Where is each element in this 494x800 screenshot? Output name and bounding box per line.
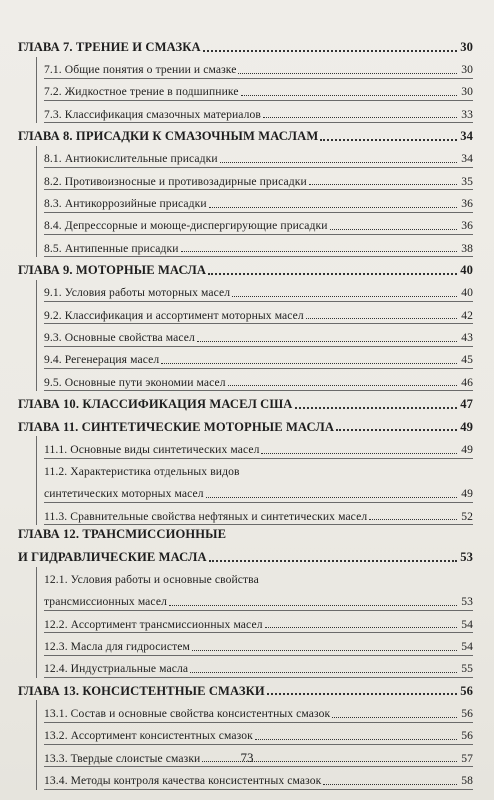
toc-section <box>18 723 473 745</box>
toc-section <box>18 459 473 481</box>
dot-leader <box>263 117 457 118</box>
toc-section-page-number: 54 <box>461 617 473 631</box>
toc-section-title: 13.1. Состав и основные свойства консистентных смазок <box>44 706 331 720</box>
toc-section <box>18 302 473 324</box>
dot-leader <box>181 251 457 252</box>
toc-section <box>18 611 473 633</box>
toc-section-title: 13.4. Методы контроля качества консистентных смазок <box>44 773 322 787</box>
toc-section <box>18 369 473 391</box>
table-of-contents <box>18 34 473 790</box>
toc-section-page-number: 57 <box>461 751 473 765</box>
dot-leader <box>197 341 457 342</box>
toc-chapter <box>18 257 473 280</box>
toc-section-page-number: 36 <box>461 197 473 211</box>
toc-section-page-number: 54 <box>461 639 473 653</box>
toc-section-title: 8.5. Антипенные присадки <box>44 241 179 255</box>
dot-leader <box>161 363 457 364</box>
dot-leader <box>232 296 457 297</box>
toc-section-title: трансмиссионных масел <box>44 595 167 609</box>
toc-chapter-title: ГЛАВА 12. ТРАНСМИССИОННЫЕ <box>18 527 227 542</box>
toc-section-title: 12.2. Ассортимент трансмиссионных масел <box>44 617 263 631</box>
toc-section <box>18 633 473 655</box>
toc-chapter-page-number: 47 <box>460 397 473 412</box>
dot-leader <box>332 717 457 718</box>
toc-section <box>18 146 473 168</box>
toc-section-page-number: 43 <box>461 331 473 345</box>
dot-leader <box>203 50 457 52</box>
toc-section-page-number: 53 <box>461 595 473 609</box>
toc-section-title: 9.3. Основные свойства масел <box>44 331 195 345</box>
dot-leader <box>238 73 457 74</box>
toc-section-title: 7.1. Общие понятия о трении и смазке <box>44 63 237 77</box>
toc-section <box>18 589 473 611</box>
toc-section <box>18 168 473 190</box>
toc-section-page-number: 38 <box>461 241 473 255</box>
toc-section-page-number: 56 <box>461 729 473 743</box>
toc-section-page-number: 30 <box>461 85 473 99</box>
toc-section <box>18 57 473 79</box>
toc-section-page-number: 40 <box>461 286 473 300</box>
dot-leader <box>309 184 457 185</box>
toc-section-page-number: 46 <box>461 375 473 389</box>
toc-section <box>18 101 473 123</box>
dot-leader <box>267 693 457 695</box>
toc-chapter <box>18 678 473 701</box>
toc-chapter-page-number: 49 <box>460 419 473 434</box>
dot-leader <box>323 784 457 785</box>
toc-section-title: 11.1. Основные виды синтетических масел <box>44 442 260 456</box>
toc-section-page-number: 34 <box>461 152 473 166</box>
dot-leader <box>169 605 457 606</box>
toc-section-title: 11.2. Характеристика отдельных видов <box>44 464 240 478</box>
dot-leader <box>220 162 457 163</box>
toc-section <box>18 656 473 678</box>
toc-chapter-page-number: 30 <box>460 39 473 54</box>
dot-leader <box>209 560 457 562</box>
toc-section-title: 7.2. Жидкостное трение в подшипнике <box>44 85 239 99</box>
toc-section <box>18 324 473 346</box>
toc-chapter <box>18 414 473 437</box>
toc-chapter-title: И ГИДРАВЛИЧЕСКИЕ МАСЛА <box>18 549 207 564</box>
toc-section-page-number: 49 <box>461 442 473 456</box>
toc-section-title: 12.3. Масла для гидросистем <box>44 639 190 653</box>
toc-section-title: 13.3. Твердые слоистые смазки <box>44 751 201 765</box>
toc-section-page-number: 58 <box>461 773 473 787</box>
toc-chapter <box>18 391 473 414</box>
toc-section-page-number: 42 <box>461 308 473 322</box>
toc-section <box>18 213 473 235</box>
dot-leader <box>369 519 457 520</box>
dot-leader <box>241 95 457 96</box>
toc-section <box>18 190 473 212</box>
toc-section-title: 8.3. Антикоррозийные присадки <box>44 197 207 211</box>
toc-section-page-number: 55 <box>461 662 473 676</box>
toc-section-title: 9.1. Условия работы моторных масел <box>44 286 231 300</box>
toc-section-page-number: 33 <box>461 107 473 121</box>
toc-chapter-title: ГЛАВА 13. КОНСИСТЕНТНЫЕ СМАЗКИ <box>18 683 265 698</box>
dot-leader <box>228 385 457 386</box>
dot-leader <box>330 229 457 230</box>
toc-chapter <box>18 123 473 146</box>
dot-leader <box>190 672 457 673</box>
toc-section-title: 12.4. Индустриальные масла <box>44 662 189 676</box>
toc-section-title: 11.3. Сравнительные свойства нефтяных и синтетических масел <box>44 509 368 523</box>
toc-section <box>18 567 473 589</box>
toc-chapter <box>18 34 473 57</box>
toc-section-title: 9.4. Регенерация масел <box>44 353 160 367</box>
toc-section-title: 8.4. Депрессорные и моюще-диспергирующие присадки <box>44 219 328 233</box>
toc-chapter <box>18 544 473 567</box>
toc-section-page-number: 45 <box>461 353 473 367</box>
toc-section-title: 8.1. Антиокислительные присадки <box>44 152 218 166</box>
toc-section <box>18 767 473 789</box>
toc-section-page-number: 30 <box>461 63 473 77</box>
toc-chapter-page-number: 53 <box>460 549 473 564</box>
toc-section <box>18 79 473 101</box>
toc-chapter-title: ГЛАВА 7. ТРЕНИЕ И СМАЗКА <box>18 39 201 54</box>
toc-section-title: 9.2. Классификация и ассортимент моторных масел <box>44 308 304 322</box>
page-number: 73 <box>240 750 254 765</box>
dot-leader <box>192 650 457 651</box>
toc-section <box>18 700 473 722</box>
dot-leader <box>295 407 457 409</box>
dot-leader <box>206 497 457 498</box>
toc-chapter-page-number: 34 <box>460 129 473 144</box>
toc-section <box>18 436 473 458</box>
dot-leader <box>265 627 457 628</box>
toc-section-page-number: 49 <box>461 487 473 501</box>
toc-section <box>18 235 473 257</box>
toc-section-page-number: 35 <box>461 174 473 188</box>
toc-chapter-title: ГЛАВА 9. МОТОРНЫЕ МАСЛА <box>18 263 207 278</box>
dot-leader <box>261 453 457 454</box>
toc-section <box>18 280 473 302</box>
toc-section-page-number: 52 <box>461 509 473 523</box>
toc-section-title: 9.5. Основные пути экономии масел <box>44 375 226 389</box>
toc-chapter-title: ГЛАВА 10. КЛАССИФИКАЦИЯ МАСЕЛ США <box>18 397 293 412</box>
dot-leader <box>255 739 457 740</box>
toc-section-title: синтетических моторных масел <box>44 487 204 501</box>
toc-section-page-number: 36 <box>461 219 473 233</box>
toc-section <box>18 347 473 369</box>
toc-section-title: 13.2. Ассортимент консистентных смазок <box>44 729 253 743</box>
toc-chapter <box>18 525 473 544</box>
toc-section <box>18 503 473 525</box>
dot-leader <box>320 139 457 141</box>
dot-leader <box>209 207 457 208</box>
toc-section-title: 8.2. Противоизносные и противозадирные присадки <box>44 174 307 188</box>
toc-section-title: 7.3. Классификация смазочных материалов <box>44 107 262 121</box>
dot-leader <box>306 318 457 319</box>
toc-chapter-page-number: 56 <box>460 683 473 698</box>
toc-section <box>18 481 473 503</box>
toc-chapter-title: ГЛАВА 8. ПРИСАДКИ К СМАЗОЧНЫМ МАСЛАМ <box>18 129 319 144</box>
dot-leader <box>336 429 457 431</box>
toc-chapter-title: ГЛАВА 11. СИНТЕТИЧЕСКИЕ МОТОРНЫЕ МАСЛА <box>18 419 335 434</box>
toc-section-page-number: 56 <box>461 706 473 720</box>
toc-chapter-page-number: 40 <box>460 263 473 278</box>
dot-leader <box>208 273 457 275</box>
toc-section-title: 12.1. Условия работы и основные свойства <box>44 573 259 586</box>
